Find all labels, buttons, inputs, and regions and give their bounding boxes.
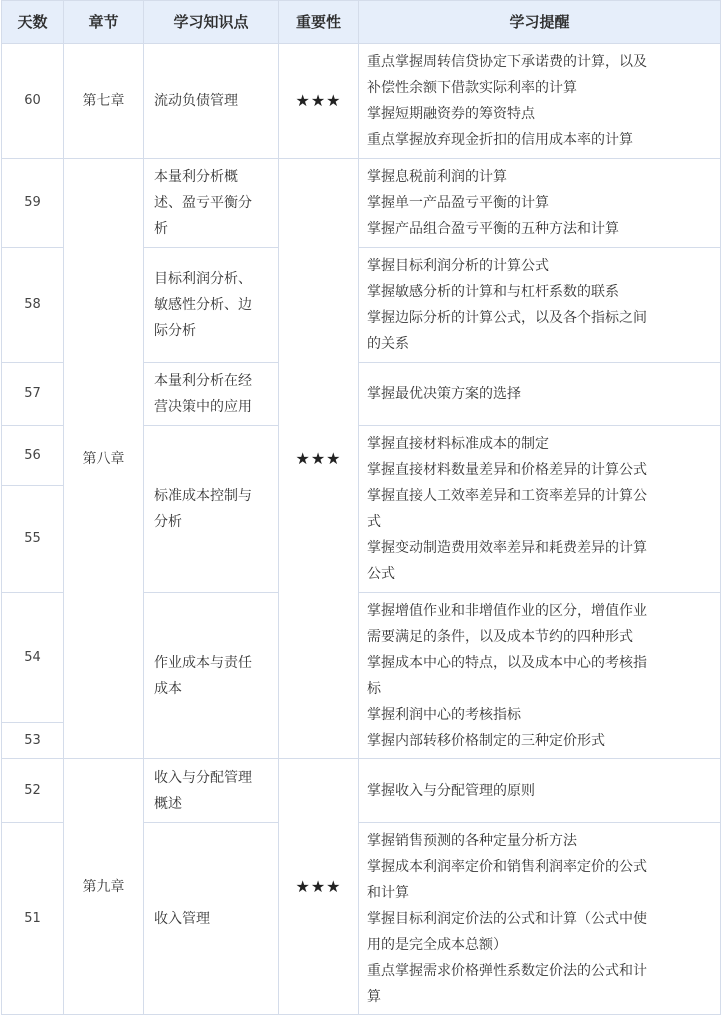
tip-line: 和计算 [367,884,409,901]
topic-line: 述、盈亏平衡分 [154,195,252,211]
tip-line: 掌握目标利润定价法的公式和计算（公式中使 [367,910,647,927]
topic-line: 本量利分析概 [154,169,238,185]
topic-cell [144,759,279,823]
tip-line: 补偿性余额下借款实际利率的计算 [367,80,577,96]
day-cell: 54 [2,593,64,723]
tip-line: 重点掌握放弃现金折扣的信用成本率的计算 [367,132,633,148]
tip-line: 掌握产品组合盈亏平衡的五种方法和计算 [367,221,619,237]
importance-stars: ★★★ [279,759,359,1015]
header-tips: 学习提醒 [359,1,721,44]
tips-cell [359,363,721,426]
day-cell: 53 [2,723,64,759]
topic-line: 析 [154,221,168,237]
tips-cell [359,426,721,593]
day-cell: 58 [2,248,64,363]
tip-line: 掌握敏感分析的计算和与杠杆系数的联系 [367,284,619,300]
header-row [2,1,721,44]
tips-cell [359,593,721,759]
tip-line: 掌握变动制造费用效率差异和耗费差异的计算 [367,540,647,556]
topic-cell: 流动负债管理 [144,44,279,159]
tip-line: 用的是完全成本总额） [367,936,507,953]
tip-line: 掌握直接人工效率差异和工资率差异的计算公 [367,488,647,504]
tip-line: 掌握直接材料数量差异和价格差异的计算公式 [367,462,647,478]
topic-line: 成本 [154,680,182,697]
importance-stars: ★★★ [279,159,359,759]
tip-line: 掌握增值作业和非增值作业的区分，增值作业 [367,602,647,619]
tip-line: 标 [367,680,381,697]
topic-cell [144,593,279,759]
tip-line: 的关系 [367,336,409,352]
tip-line: 需要满足的条件，以及成本节约的四种形式 [367,628,633,645]
tips-cell [359,823,721,1015]
header-topic: 学习知识点 [144,1,279,44]
tip-line: 掌握最优决策方案的选择 [367,386,521,402]
table-row [2,759,721,823]
tip-line: 重点掌握周转信贷协定下承诺费的计算，以及 [367,54,647,70]
tip-line: 式 [367,514,381,530]
tips-cell [359,44,721,159]
header-days: 天数 [2,1,64,44]
day-cell: 55 [2,486,64,593]
tips-cell [359,759,721,823]
tip-line: 掌握收入与分配管理的原则 [367,782,535,799]
tip-line: 掌握成本利润率定价和销售利润率定价的公式 [367,858,647,875]
tip-line: 掌握内部转移价格制定的三种定价形式 [367,732,605,749]
topic-line: 目标利润分析、 [154,271,252,287]
day-cell: 51 [2,823,64,1015]
topic-line: 际分析 [154,323,196,339]
day-cell: 56 [2,426,64,486]
tips-cell [359,159,721,248]
tip-line: 掌握直接材料标准成本的制定 [367,436,549,452]
topic-line: 概述 [154,795,182,812]
tip-line: 掌握单一产品盈亏平衡的计算 [367,195,549,211]
topic-line: 分析 [154,514,182,530]
day-cell: 52 [2,759,64,823]
header-chapter: 章节 [64,1,144,44]
tip-line: 掌握短期融资券的筹资特点 [367,106,535,122]
chapter-cell: 第九章 [64,759,144,1015]
day-cell: 59 [2,159,64,248]
table-row [2,44,721,159]
topic-cell [144,426,279,593]
topic-cell [144,248,279,363]
tip-line: 掌握销售预测的各种定量分析方法 [367,832,577,849]
topic-line: 营决策中的应用 [154,399,252,415]
topic-line: 收入与分配管理 [154,769,252,786]
day-cell: 57 [2,363,64,426]
topic-line: 收入管理 [154,910,210,927]
topic-line: 本量利分析在经 [154,373,252,389]
tip-line: 掌握息税前利润的计算 [367,169,507,185]
tip-line: 算 [367,988,381,1005]
tip-line: 掌握目标利润分析的计算公式 [367,258,549,274]
day-cell: 60 [2,44,64,159]
tips-cell [359,248,721,363]
topic-line: 标准成本控制与 [154,488,252,504]
tip-line: 掌握成本中心的特点，以及成本中心的考核指 [367,654,647,671]
chapter-cell: 第七章 [64,44,144,159]
header-importance: 重要性 [279,1,359,44]
table-row [2,159,721,248]
tip-line: 公式 [367,566,395,582]
topic-line: 敏感性分析、边 [154,297,252,313]
importance-stars: ★★★ [279,44,359,159]
topic-cell [144,363,279,426]
topic-cell [144,823,279,1015]
topic-cell [144,159,279,248]
study-plan-table [1,0,721,1015]
tip-line: 重点掌握需求价格弹性系数定价法的公式和计 [367,962,647,979]
topic-line: 作业成本与责任 [154,654,252,671]
chapter-cell: 第八章 [64,159,144,759]
tip-line: 掌握边际分析的计算公式，以及各个指标之间 [367,310,647,326]
tip-line: 掌握利润中心的考核指标 [367,706,521,723]
